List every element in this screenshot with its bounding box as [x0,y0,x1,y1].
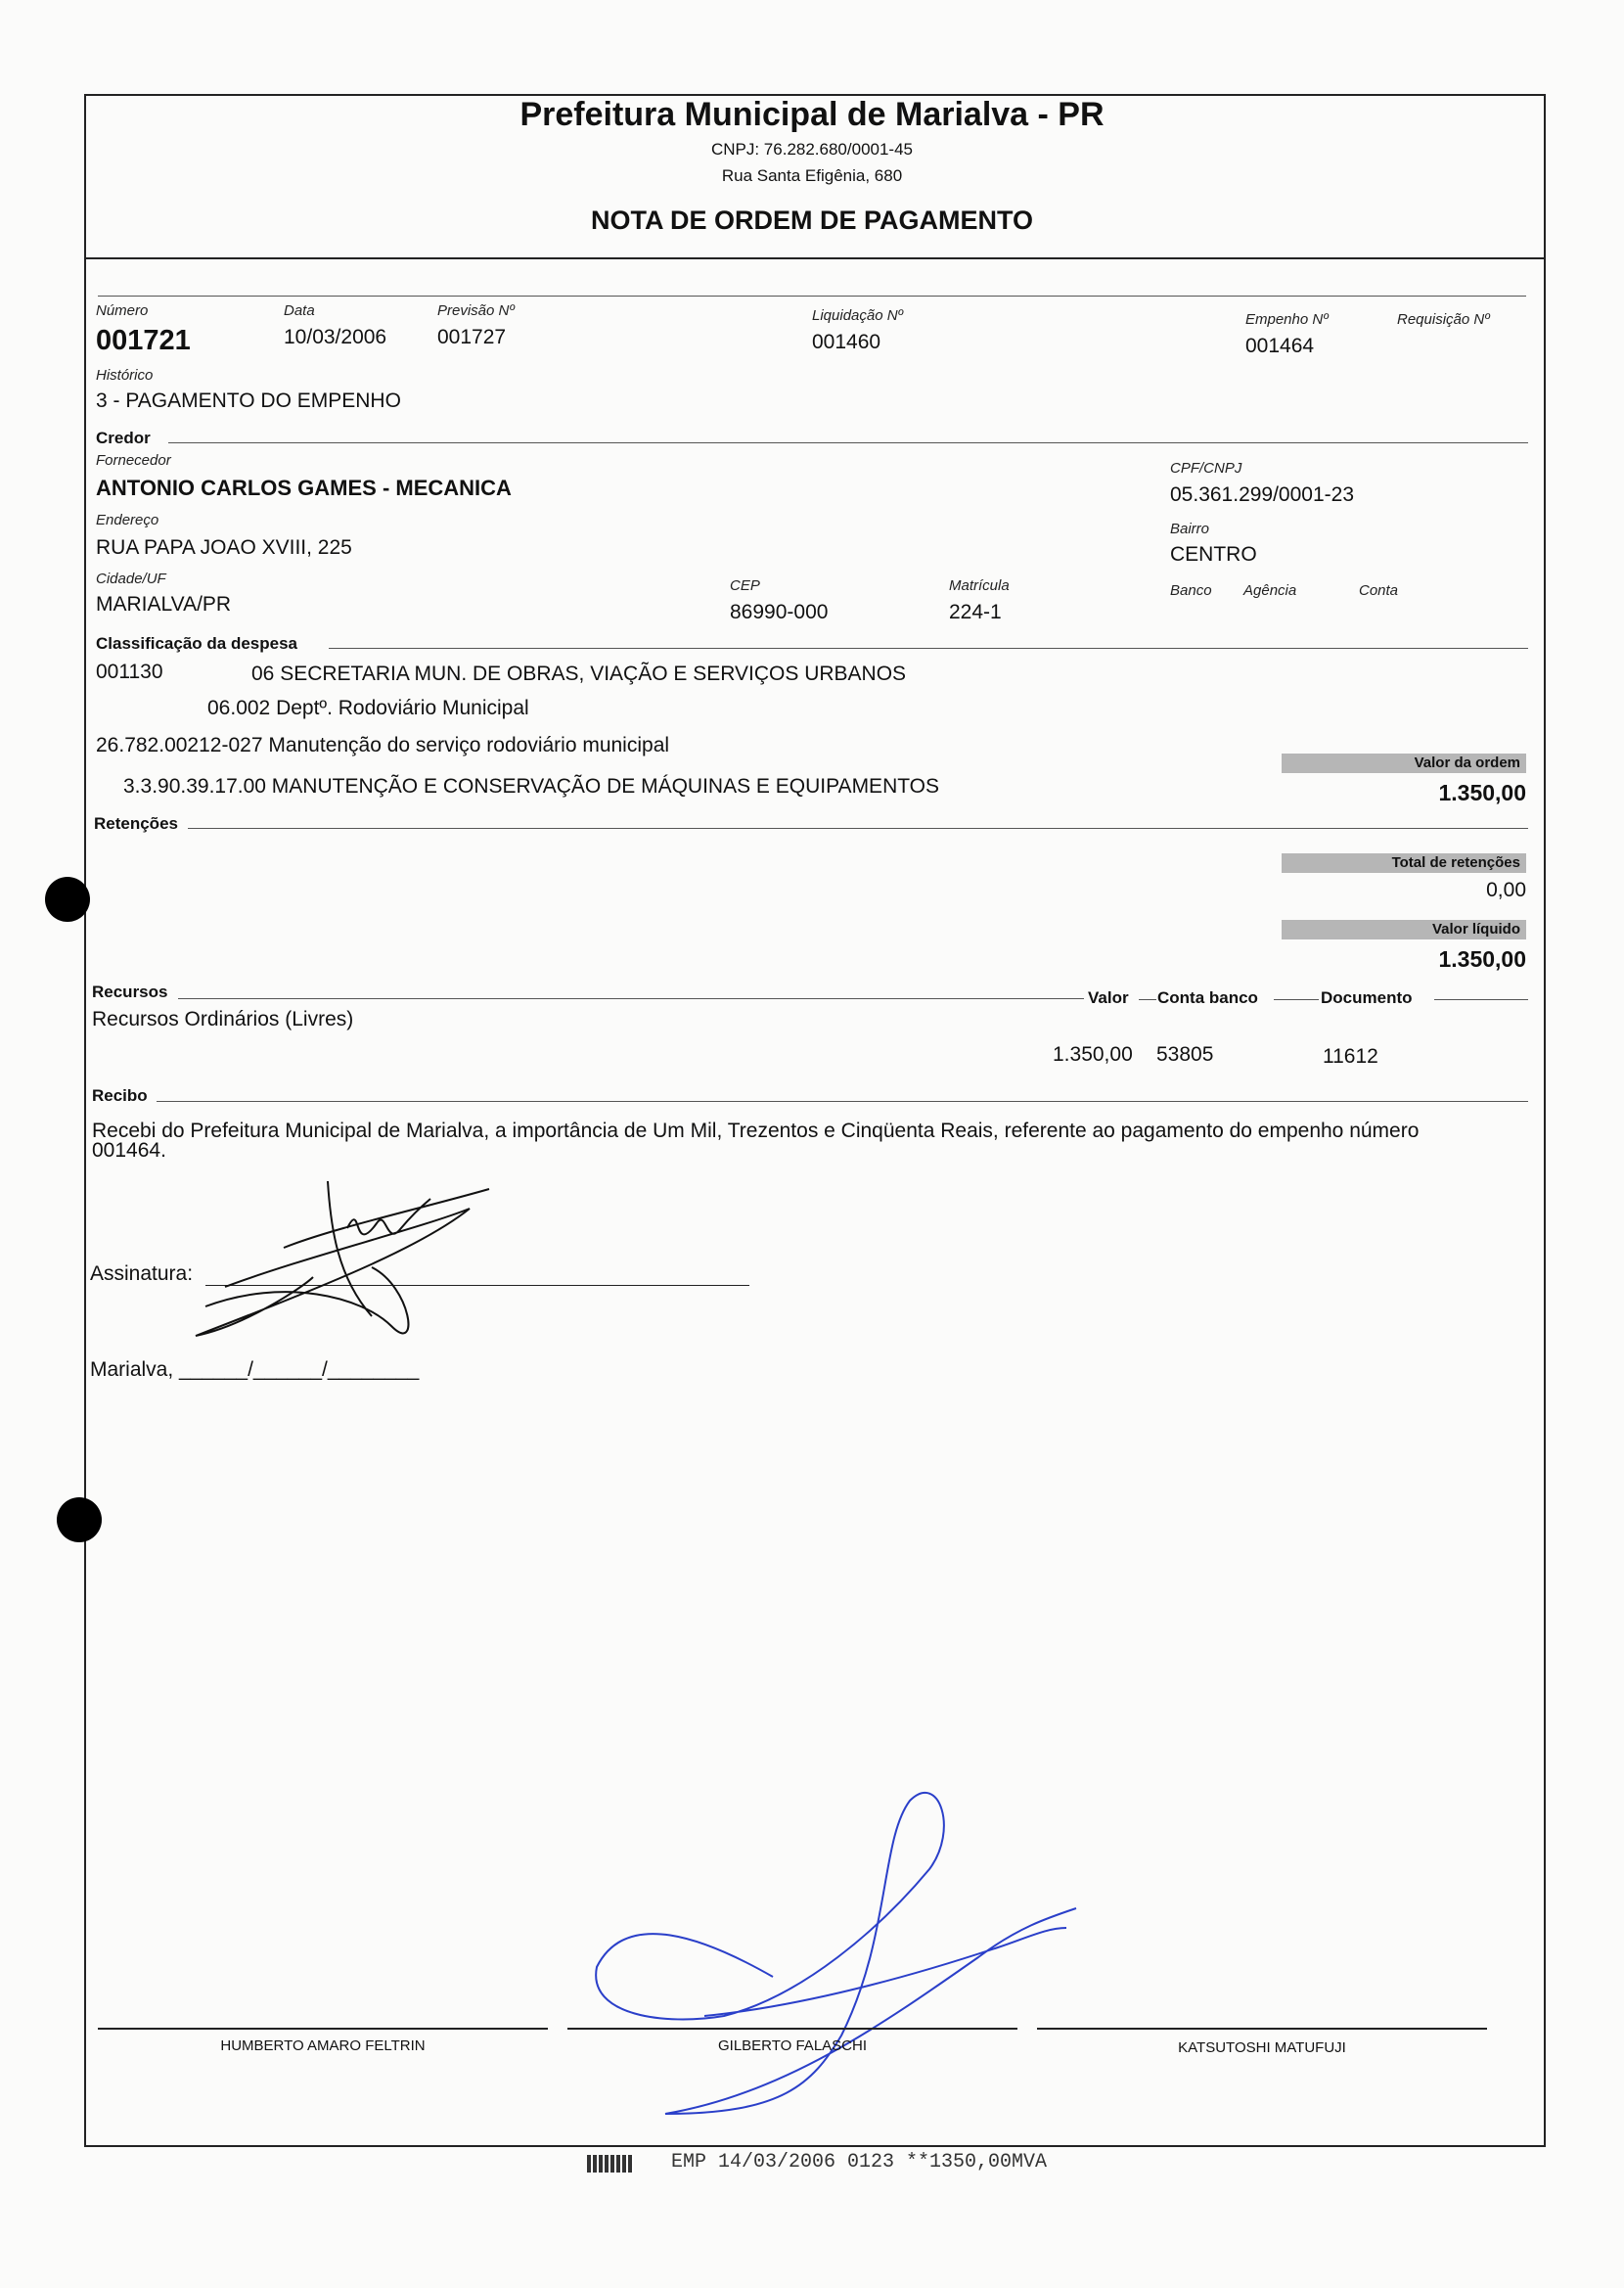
signatory-3: KATSUTOSHI MATUFUJI [1178,2039,1346,2056]
stamp-logo [587,2155,634,2173]
bairro-value: CENTRO [1170,543,1257,566]
agencia-label: Agência [1243,582,1297,599]
signature-line-2 [567,2028,1017,2030]
numero-value: 001721 [96,325,191,356]
recibo-text-2: 001464. [92,1139,166,1162]
numero-label: Número [96,302,149,319]
signature-line-3 [1037,2028,1487,2030]
credor-rule [168,442,1528,443]
assinatura-label: Assinatura: [90,1262,194,1285]
classificacao-code: 001130 [96,661,163,683]
liquidacao-value: 001460 [812,331,881,353]
classificacao-line4: 3.3.90.39.17.00 MANUTENÇÃO E CONSERVAÇÃO DE MÁQUINAS E EQUIPAMENTOS [123,775,940,798]
fornecedor-label: Fornecedor [96,452,171,469]
data-value: 10/03/2006 [284,326,387,348]
classificacao-line3: 26.782.00212-027 Manutenção do serviço rodoviário municipal [96,734,670,756]
retencoes-section: Retenções [94,814,178,833]
valor-ordem-label: Valor da ordem [1414,755,1520,771]
matricula-value: 224-1 [949,601,1002,623]
recursos-section: Recursos [92,983,168,1001]
recursos-documento: 11612 [1323,1045,1378,1068]
header-cnpj: CNPJ: 76.282.680/0001-45 [710,140,914,159]
recursos-rule-2 [1139,999,1156,1000]
cidade-value: MARIALVA/PR [96,593,232,616]
empenho-value: 001464 [1245,335,1315,357]
classificacao-section: Classificação da despesa [96,634,298,653]
document-title: NOTA DE ORDEM DE PAGAMENTO [590,206,1033,235]
empenho-label: Empenho Nº [1245,311,1329,328]
endereco-label: Endereço [96,512,159,528]
header-address: Rua Santa Efigênia, 680 [721,166,903,185]
classificacao-rule [329,648,1528,649]
previsao-value: 001727 [437,326,507,348]
valor-ordem-bar [1282,754,1526,773]
signatory-2: GILBERTO FALASCHI [718,2037,867,2054]
punch-hole [57,1497,102,1542]
header-title: Prefeitura Municipal de Marialva - PR [519,96,1105,133]
valor-liquido-bar [1282,920,1526,939]
conta-label: Conta [1359,582,1399,599]
recursos-descricao: Recursos Ordinários (Livres) [92,1008,354,1030]
requisicao-label: Requisição Nº [1397,311,1490,328]
valor-ordem-value: 1.350,00 [1438,780,1526,805]
recibo-section: Recibo [92,1086,148,1105]
recursos-rule [178,998,1084,999]
recursos-valor-label: Valor [1088,988,1129,1007]
recursos-rule-4 [1434,999,1528,1000]
endereco-value: RUA PAPA JOAO XVIII, 225 [96,536,352,559]
recursos-documento-label: Documento [1321,988,1413,1007]
total-retencoes-value: 0,00 [1486,879,1526,901]
valor-liquido-value: 1.350,00 [1438,946,1526,972]
bairro-label: Bairro [1170,521,1210,537]
cpf-label: CPF/CNPJ [1170,460,1242,477]
liquidacao-label: Liquidação Nº [812,307,904,324]
recibo-rule [157,1101,1528,1102]
historico-value: 3 - PAGAMENTO DO EMPENHO [96,389,401,412]
matricula-label: Matrícula [949,577,1010,594]
ids-divider [98,296,1526,297]
receipt-signature [166,1169,597,1365]
blue-signature [587,1781,1096,2124]
bank-stamp: EMP 14/03/2006 0123 **1350,00MVA [671,2151,1048,2174]
recibo-local-data: Marialva, ______/______/________ [90,1358,420,1381]
recibo-text-1: Recebi do Prefeitura Municipal de Marialva, a importância de Um Mil, Trezentos e Cinqüenta Reais, referente ao pagamento do empenho número [92,1120,1420,1142]
signature-line-1 [98,2028,548,2030]
cep-label: CEP [730,577,760,594]
classificacao-line2: 06.002 Deptº. Rodoviário Municipal [207,697,529,719]
fornecedor-value: ANTONIO CARLOS GAMES - MECANICA [96,476,512,500]
previsao-label: Previsão Nº [437,302,515,319]
classificacao-line1: 06 SECRETARIA MUN. DE OBRAS, VIAÇÃO E SERVIÇOS URBANOS [251,663,907,685]
total-retencoes-bar [1282,853,1526,873]
recursos-conta: 53805 [1156,1043,1214,1066]
cidade-label: Cidade/UF [96,571,166,587]
cpf-value: 05.361.299/0001-23 [1170,483,1355,506]
retencoes-rule [188,828,1528,829]
cep-value: 86990-000 [730,601,829,623]
credor-section: Credor [96,429,151,447]
historico-label: Histórico [96,367,154,384]
header-divider [84,257,1544,259]
signatory-1: HUMBERTO AMARO FELTRIN [220,2037,426,2054]
total-retencoes-label: Total de retenções [1391,854,1520,871]
banco-label: Banco [1170,582,1212,599]
valor-liquido-label: Valor líquido [1431,921,1520,938]
recursos-rule-3 [1274,999,1319,1000]
data-label: Data [284,302,315,319]
punch-hole [45,877,90,922]
recursos-conta-label: Conta banco [1157,988,1258,1007]
recursos-valor: 1.350,00 [1053,1043,1133,1066]
